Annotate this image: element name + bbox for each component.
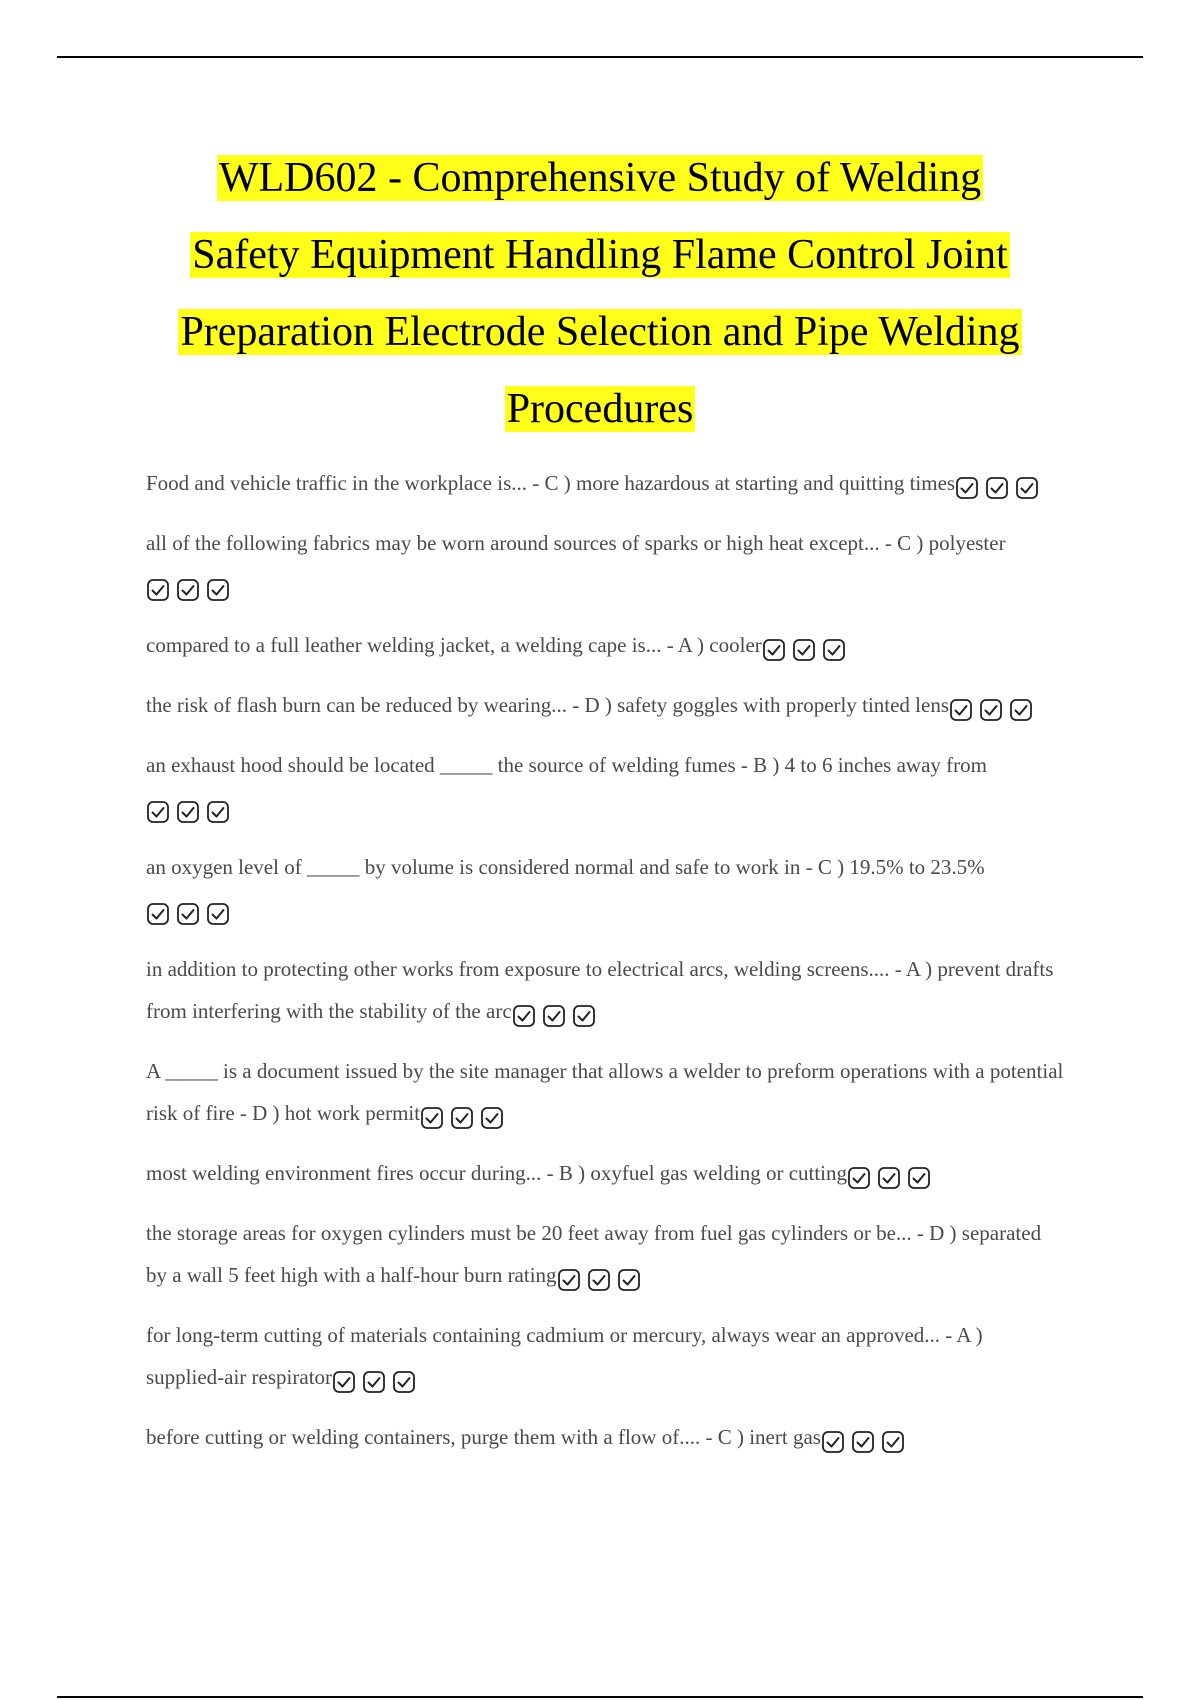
- qa-item: [146, 522, 1066, 609]
- checked-box-icon: [851, 1430, 875, 1454]
- checkmarks: [847, 1155, 937, 1197]
- checkmarks: [146, 891, 236, 933]
- bottom-rule: [57, 1696, 1143, 1698]
- checked-box-icon: [572, 1004, 596, 1028]
- qa-item: [146, 948, 1066, 1035]
- title-line: WLD602 - Comprehensive Study of Welding: [218, 155, 982, 201]
- qa-text: all of the following fabrics may be worn around sources of sparks or high heat except... - C ) polyester: [146, 531, 1006, 555]
- checked-box-icon: [955, 476, 979, 500]
- checked-box-icon: [206, 578, 230, 602]
- checked-box-icon: [762, 638, 786, 662]
- checked-box-icon: [1009, 698, 1033, 722]
- checkmarks: [420, 1095, 510, 1137]
- qa-item: [146, 1050, 1066, 1137]
- qa-item: [146, 462, 1066, 507]
- checkmarks: [949, 687, 1039, 729]
- checked-box-icon: [877, 1166, 901, 1190]
- qa-list: [146, 462, 1066, 1476]
- qa-text: the risk of flash burn can be reduced by wearing... - D ) safety goggles with properly tinted lens: [146, 693, 950, 717]
- checked-box-icon: [587, 1268, 611, 1292]
- qa-text: Food and vehicle traffic in the workplace is... - C ) more hazardous at starting and quitting times: [146, 471, 956, 495]
- checkmarks: [762, 627, 852, 669]
- checkmarks: [332, 1359, 422, 1401]
- qa-item: [146, 1152, 1066, 1197]
- checked-box-icon: [822, 638, 846, 662]
- top-rule: [57, 56, 1143, 58]
- checkmarks: [821, 1419, 911, 1461]
- title-block: [130, 140, 1070, 448]
- qa-text: in addition to protecting other works from exposure to electrical arcs, welding screens.... - A ) prevent drafts from interfering with the stability of the arc: [146, 957, 1054, 1023]
- title-line: Safety Equipment Handling Flame Control Joint: [192, 232, 1008, 278]
- checked-box-icon: [949, 698, 973, 722]
- checked-box-icon: [557, 1268, 581, 1292]
- qa-text: an exhaust hood should be located _____ the source of welding fumes - B ) 4 to 6 inches away from: [146, 753, 987, 777]
- checkmarks: [557, 1257, 647, 1299]
- page-title: [130, 140, 1070, 448]
- qa-item: [146, 684, 1066, 729]
- checked-box-icon: [450, 1106, 474, 1130]
- qa-text: A _____ is a document issued by the site manager that allows a welder to preform operations with a potential risk of fire - D ) hot work permit: [146, 1059, 1064, 1125]
- checked-box-icon: [792, 638, 816, 662]
- checked-box-icon: [881, 1430, 905, 1454]
- qa-item: [146, 744, 1066, 831]
- checked-box-icon: [512, 1004, 536, 1028]
- checked-box-icon: [176, 902, 200, 926]
- checked-box-icon: [542, 1004, 566, 1028]
- checked-box-icon: [176, 578, 200, 602]
- checked-box-icon: [617, 1268, 641, 1292]
- checked-box-icon: [206, 800, 230, 824]
- qa-text: before cutting or welding containers, purge them with a flow of.... - C ) inert gas: [146, 1425, 821, 1449]
- title-line: Procedures: [506, 386, 694, 432]
- checked-box-icon: [420, 1106, 444, 1130]
- title-line: Preparation Electrode Selection and Pipe Welding: [180, 309, 1020, 355]
- checked-box-icon: [847, 1166, 871, 1190]
- checked-box-icon: [979, 698, 1003, 722]
- qa-text: most welding environment fires occur during... - B ) oxyfuel gas welding or cutting: [146, 1161, 848, 1185]
- checked-box-icon: [1015, 476, 1039, 500]
- checked-box-icon: [332, 1370, 356, 1394]
- qa-item: [146, 1416, 1066, 1461]
- checked-box-icon: [985, 476, 1009, 500]
- checkmarks: [146, 567, 236, 609]
- checked-box-icon: [146, 578, 170, 602]
- checked-box-icon: [176, 800, 200, 824]
- qa-item: [146, 1314, 1066, 1401]
- qa-text: an oxygen level of _____ by volume is considered normal and safe to work in - C ) 19.5% to 23.5%: [146, 855, 985, 879]
- qa-text: the storage areas for oxygen cylinders must be 20 feet away from fuel gas cylinders or be... - D ) separated by a wall 5 feet high with a half-hour burn rating: [146, 1221, 1042, 1287]
- checked-box-icon: [480, 1106, 504, 1130]
- checkmarks: [955, 465, 1045, 507]
- checkmarks: [512, 993, 602, 1035]
- checked-box-icon: [206, 902, 230, 926]
- qa-item: [146, 846, 1066, 933]
- checked-box-icon: [146, 902, 170, 926]
- qa-text: for long-term cutting of materials containing cadmium or mercury, always wear an approved... - A ) supplied-air respirator: [146, 1323, 983, 1389]
- checked-box-icon: [907, 1166, 931, 1190]
- checked-box-icon: [821, 1430, 845, 1454]
- checked-box-icon: [146, 800, 170, 824]
- checkmarks: [146, 789, 236, 831]
- checked-box-icon: [362, 1370, 386, 1394]
- checked-box-icon: [392, 1370, 416, 1394]
- qa-text: compared to a full leather welding jacket, a welding cape is... - A ) cooler: [146, 633, 762, 657]
- qa-item: [146, 1212, 1066, 1299]
- qa-item: [146, 624, 1066, 669]
